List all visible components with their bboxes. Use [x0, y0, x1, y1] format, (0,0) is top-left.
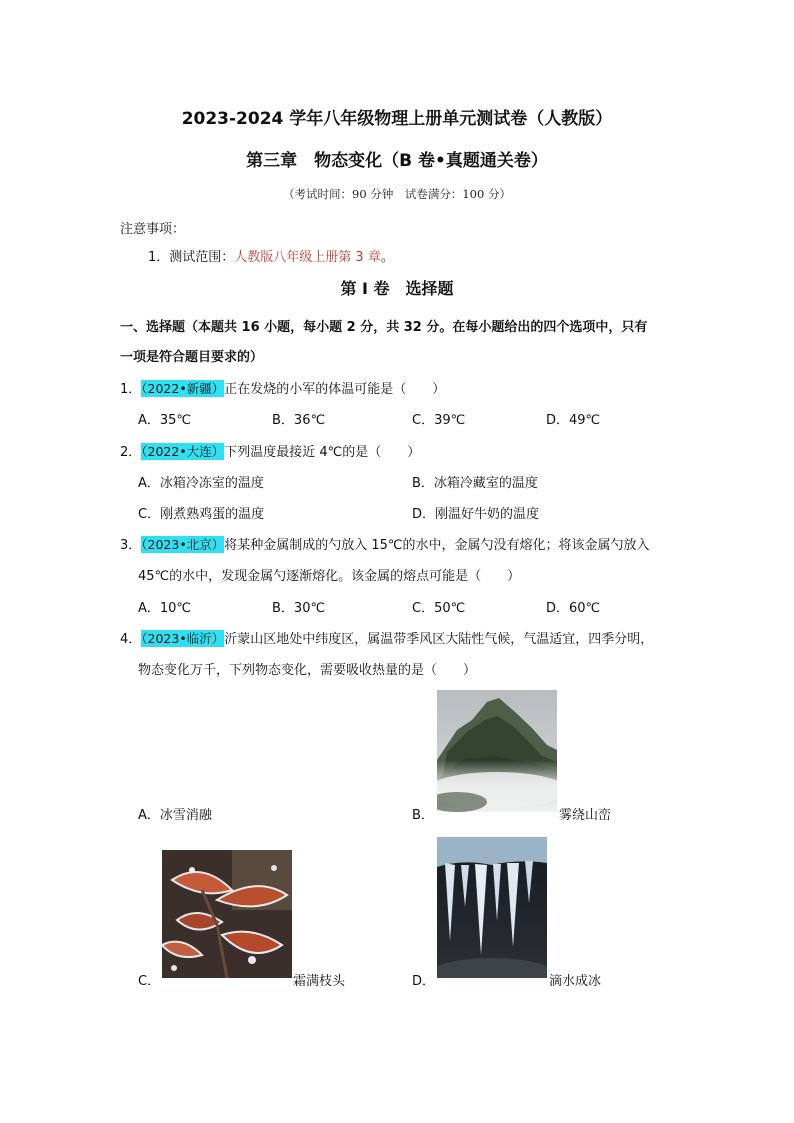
- q3-option-a[interactable]: A．10℃: [138, 601, 192, 616]
- question-source-tag: （2023•北京）: [141, 537, 225, 552]
- q4-option-c-letter[interactable]: C．: [138, 974, 161, 989]
- q2-option-d[interactable]: D．刚温好牛奶的温度: [412, 507, 540, 522]
- option-text: 冰雪消融: [159, 808, 212, 823]
- q2-option-b[interactable]: B．冰箱冷藏室的温度: [412, 476, 538, 491]
- question-source-tag: （2022•大连）: [141, 444, 225, 459]
- question-3-stem: [120, 534, 650, 553]
- question-text: 下列温度最接近 4℃的是（ ）: [224, 445, 421, 460]
- question-3-stem-line2: 45℃的水中，发现金属勺逐渐熔化。该金属的熔点可能是（ ）: [138, 569, 521, 584]
- q3-option-d[interactable]: D．60℃: [546, 601, 601, 616]
- notice-item-scope: 人教版八年级上册第 3 章: [234, 250, 381, 265]
- option-letter: A．: [138, 808, 160, 823]
- notice-item-1: [148, 246, 394, 265]
- q1-option-a[interactable]: A．35℃: [138, 413, 192, 428]
- section-instruction-line2: 一项是符合题目要求的）: [120, 350, 264, 365]
- document-title: 2023-2024 学年八年级物理上册单元测试卷（人教版）: [181, 109, 613, 129]
- q3-option-b[interactable]: B．30℃: [272, 601, 326, 616]
- question-2-stem: [120, 441, 420, 460]
- q4-option-b-letter[interactable]: B．: [412, 808, 434, 823]
- q4-option-d-letter[interactable]: D．: [412, 974, 436, 989]
- question-number: 3．: [120, 538, 142, 553]
- question-source-tag: （2022•新疆）: [141, 381, 225, 396]
- q4-option-b-text: 雾绕山峦: [559, 808, 612, 823]
- question-number: 2．: [120, 445, 142, 460]
- q1-option-c[interactable]: C．39℃: [412, 413, 466, 428]
- icicles-image: [437, 837, 547, 978]
- q1-option-d[interactable]: D．49℃: [546, 413, 601, 428]
- q2-option-a[interactable]: A．冰箱冷冻室的温度: [138, 476, 264, 491]
- question-4-stem-line2: 物态变化万千，下列物态变化，需要吸收热量的是（ ）: [138, 663, 477, 678]
- frost-leaves-image: [162, 850, 292, 978]
- notice-heading: 注意事项：: [120, 222, 186, 237]
- section-instruction-line1: 一、选择题（本题共 16 小题，每小题 2 分，共 32 分。在每小题给出的四个选项中，只有: [120, 320, 648, 335]
- q3-option-c[interactable]: C．50℃: [412, 601, 466, 616]
- notice-item-suffix: 。: [380, 250, 394, 265]
- question-text: 正在发烧的小军的体温可能是（ ）: [224, 382, 446, 397]
- section-title: 第 I 卷 选择题: [340, 279, 454, 298]
- question-1-stem: [120, 378, 445, 397]
- q4-option-d-text: 滴水成冰: [549, 974, 602, 989]
- document-subtitle: 第三章 物态变化（B 卷•真题通关卷）: [246, 151, 548, 171]
- question-text: 将某种金属制成的勺放入 15℃的水中，金属勺没有熔化；将该金属勺放入: [224, 538, 650, 553]
- q4-option-a[interactable]: [138, 804, 212, 823]
- question-number: 1．: [120, 382, 142, 397]
- misty-mountain-image: [437, 690, 557, 812]
- q2-option-c[interactable]: C．刚煮熟鸡蛋的温度: [138, 507, 265, 522]
- q1-option-b[interactable]: B．36℃: [272, 413, 326, 428]
- exam-meta: （考试时间：90 分钟 试卷满分：100 分）: [283, 187, 511, 201]
- q4-option-c-text: 霜满枝头: [293, 974, 346, 989]
- question-text: 沂蒙山区地处中纬度区，属温带季风区大陆性气候，气温适宜，四季分明，: [224, 632, 654, 647]
- question-number: 4．: [120, 632, 142, 647]
- notice-item-prefix: 1．测试范围：: [148, 250, 235, 265]
- question-source-tag: （2023•临沂）: [141, 631, 225, 646]
- question-4-stem: [120, 628, 653, 647]
